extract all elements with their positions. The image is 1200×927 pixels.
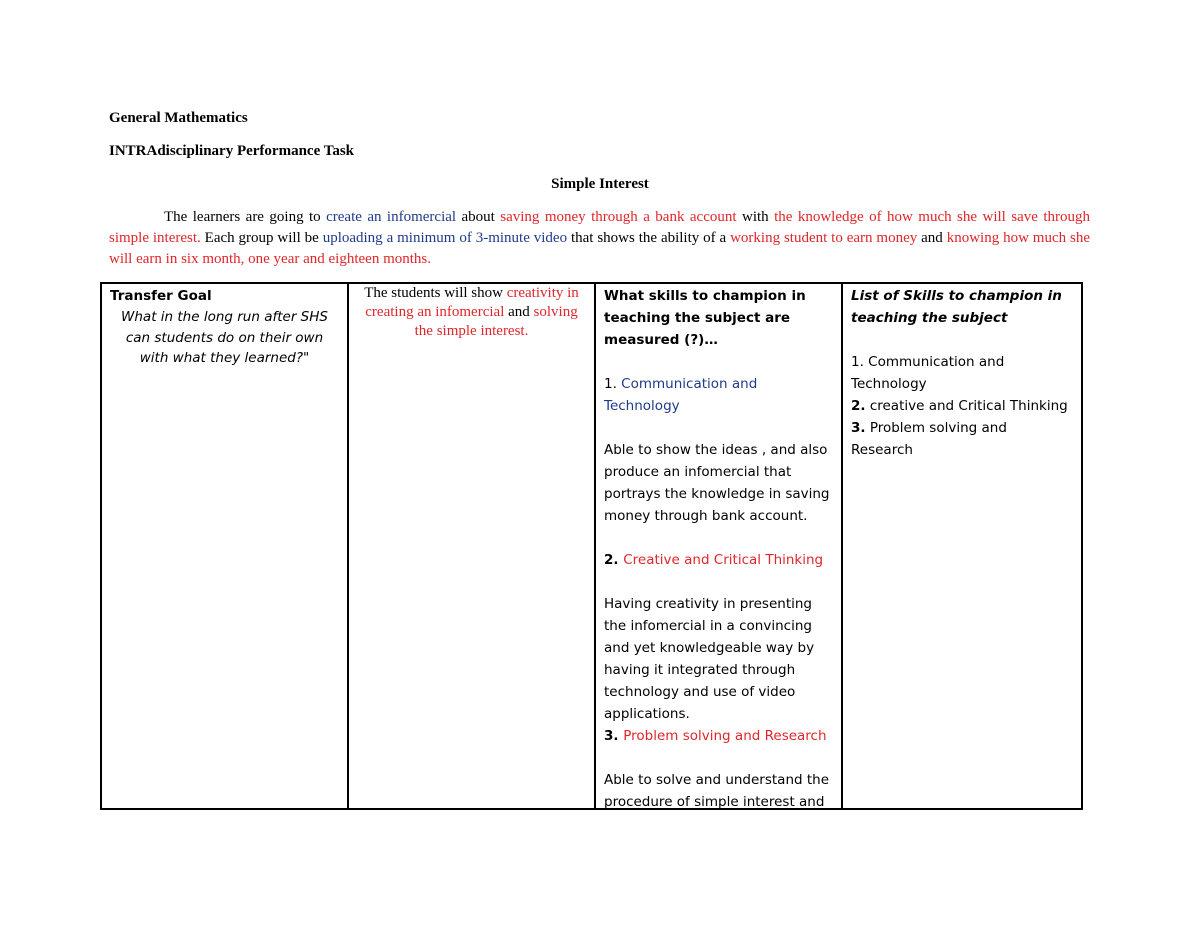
document-title: Simple Interest	[551, 176, 649, 192]
intro-text: and	[917, 230, 947, 246]
intro-highlight-red: saving money through a bank account	[500, 209, 737, 225]
skill-name-red: Creative and Critical Thinking	[623, 552, 824, 568]
skill-1-title	[604, 373, 833, 417]
skill-name-red: Problem solving and Research	[623, 728, 827, 744]
performance-task-table	[100, 282, 1083, 810]
intro-text: about	[456, 209, 501, 225]
goal-highlight-red: creativity in creating an infomercial	[365, 285, 579, 320]
skill-number: 2.	[851, 398, 866, 414]
transfer-goal-question: What in the long run after SHS can students do on their own with what they learned?"	[121, 309, 328, 366]
skills-list-heading: List of Skills to champion in teaching the subject	[851, 288, 1062, 326]
skills-list-item	[851, 395, 1073, 417]
transfer-goal-heading: Transfer Goal	[110, 288, 212, 304]
goal-text: The students will show	[364, 285, 507, 301]
skill-number: 3.	[604, 728, 624, 744]
skill-text: Problem solving and Research	[851, 420, 1007, 458]
skill-3-description: Able to solve and understand the procedure of simple interest and	[604, 772, 830, 808]
goal-statement-cell	[348, 283, 595, 809]
goal-text: and	[504, 304, 534, 320]
intro-highlight-red: knowing how much she will earn in six month, one year and eighteen months.	[109, 230, 1090, 267]
skill-number: 3.	[851, 420, 866, 436]
skills-measured-cell	[595, 283, 842, 809]
skill-name-blue: Communication and Technology	[604, 376, 758, 414]
skill-number: 1.	[604, 376, 622, 392]
transfer-goal-cell	[101, 283, 348, 809]
intro-highlight-red: the knowledge of how much she will save through simple interest.	[109, 209, 1091, 246]
intro-text: with	[736, 209, 775, 225]
skills-list-item: 1. Communication and Technology	[851, 354, 1005, 392]
intro-highlight-blue: create an infomercial	[326, 209, 457, 225]
skills-list-cell	[842, 283, 1082, 809]
intro-text: that shows the ability of a	[567, 230, 731, 246]
skills-list-item	[851, 417, 1073, 461]
table-row	[101, 283, 1082, 809]
skill-2-description: Having creativity in presenting the infomercial in a convincing and yet knowledgeable way by having it integrated through technology and use of video applications.	[604, 596, 815, 722]
intro-text: The learners are going to	[164, 209, 327, 225]
intro-highlight-red: working student to earn money	[730, 230, 918, 246]
goal-highlight-red: solving the simple interest.	[414, 304, 578, 339]
skills-measured-heading: What skills to champion in teaching the subject are measured (?)…	[604, 288, 806, 348]
intro-text: Each group will be	[200, 230, 323, 246]
skill-3-title	[604, 725, 833, 747]
skill-1-description: Able to show the ideas , and also produce an infomercial that portrays the knowledge in saving money through bank account.	[604, 442, 830, 524]
intro-paragraph	[109, 207, 1090, 270]
document-task-type: INTRAdisciplinary Performance Task	[109, 143, 355, 159]
document-subject: General Mathematics	[109, 110, 248, 126]
intro-highlight-blue: uploading a minimum of 3-minute video	[322, 230, 568, 246]
skill-number: 2.	[604, 552, 624, 568]
skill-2-title	[604, 549, 833, 571]
skill-text: creative and Critical Thinking	[865, 398, 1068, 414]
